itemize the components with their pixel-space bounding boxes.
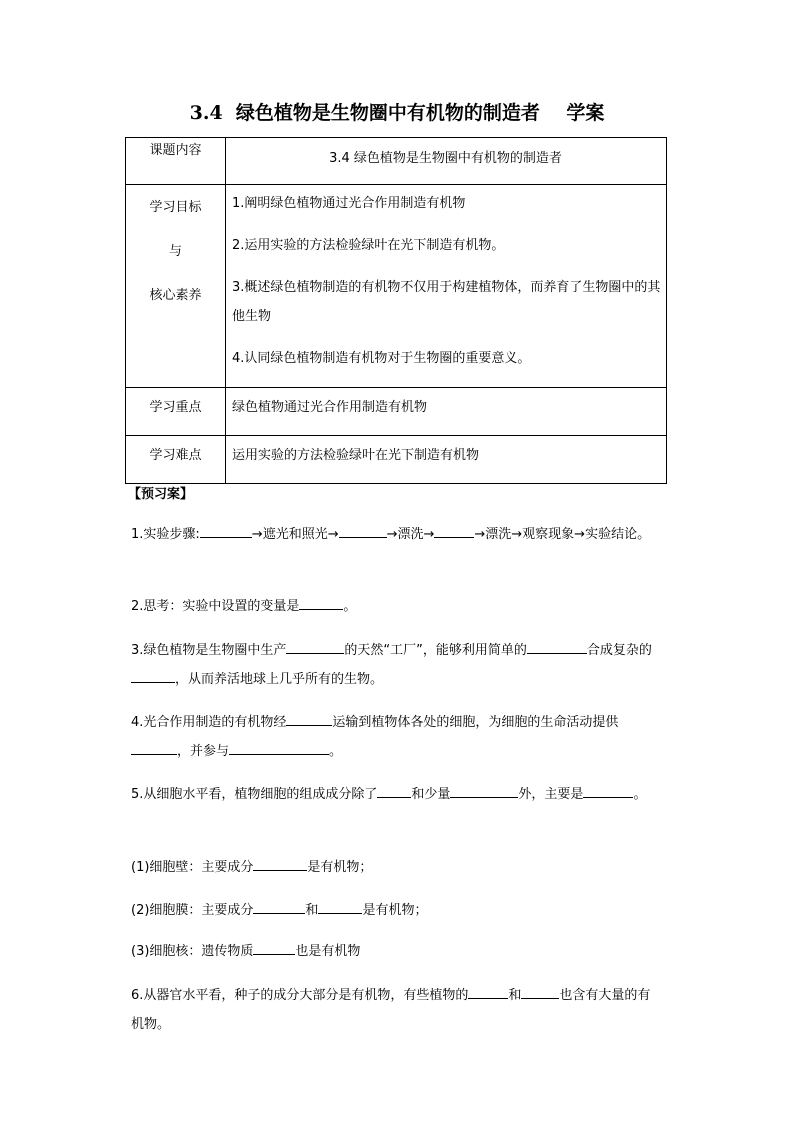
question-4 [131, 708, 663, 766]
q5-text-b: 和少量 [411, 787, 451, 802]
answer-blank[interactable] [299, 599, 343, 610]
answer-blank[interactable] [286, 715, 332, 726]
answer-blank[interactable] [583, 787, 633, 798]
question-5-3 [131, 937, 663, 966]
topic-value: 3.4 绿色植物是生物圈中有机物的制造者 [226, 138, 667, 185]
q6-text-a: 6.从器官水平看，种子的成分大部分是有机物，有些植物的 [131, 988, 469, 1003]
goal-item: 4.认同绿色植物制造有机物对于生物圈的重要意义。 [232, 351, 531, 366]
answer-blank[interactable] [253, 903, 305, 914]
goal-item: 3.概述绿色植物制造的有机物不仅用于构建植物体，而养育了生物圈中的其他生物 [232, 280, 661, 324]
answer-blank[interactable] [253, 944, 295, 955]
q1-text-c: →漂洗→ [386, 527, 435, 542]
q6-text-c: 也含有大量的有机物。 [131, 988, 651, 1032]
question-5 [131, 780, 663, 809]
question-5-1 [131, 853, 663, 882]
q5-2-text-c: 是有机物； [362, 903, 428, 918]
question-5-2 [131, 896, 663, 925]
lesson-info-table [125, 137, 667, 484]
key-point-value: 绿色植物通过光合作用制造有机物 [226, 388, 667, 436]
q5-text-a: 5.从细胞水平看，植物细胞的组成成分除了 [131, 787, 378, 802]
goals-label-1: 学习目标 [149, 200, 202, 215]
q4-text-a: 4.光合作用制造的有机物经 [131, 715, 287, 730]
q4-text-c: ，并参与 [177, 744, 230, 759]
q5-1-text-a: (1)细胞壁：主要成分 [131, 860, 254, 875]
question-2 [131, 592, 663, 621]
q3-text-b: 的天然“工厂”，能够利用简单的 [344, 643, 527, 658]
q5-3-text-b: 也是有机物 [295, 944, 361, 959]
q3-text-d: ，从而养活地球上几乎所有的生物。 [175, 672, 384, 687]
answer-blank[interactable] [450, 787, 518, 798]
q4-text-b: 运输到植物体各处的细胞，为细胞的生命活动提供 [332, 715, 619, 730]
topic-row [126, 138, 667, 185]
answer-blank[interactable] [339, 527, 387, 538]
answer-blank[interactable] [377, 787, 411, 798]
q1-text-b: →遮光和照光→ [251, 527, 339, 542]
q5-3-text-a: (3)细胞核：遗传物质 [131, 944, 254, 959]
goals-label-3: 核心素养 [149, 288, 202, 303]
q2-text-b: 。 [343, 599, 357, 614]
q5-1-text-b: 是有机物； [307, 860, 373, 875]
key-point-row [126, 388, 667, 436]
goals-label-2: 与 [168, 244, 182, 259]
answer-blank[interactable] [318, 903, 362, 914]
question-3 [131, 636, 663, 694]
topic-label: 课题内容 [126, 138, 226, 185]
q5-2-text-b: 和 [305, 903, 319, 918]
answer-blank[interactable] [229, 744, 329, 755]
answer-blank[interactable] [527, 643, 587, 654]
q3-text-c: 合成复杂的 [586, 643, 652, 658]
answer-blank[interactable] [286, 643, 344, 654]
q1-text-a: 1.实验步骤: [131, 527, 200, 542]
q3-text-a: 3.绿色植物是生物圈中生产 [131, 643, 287, 658]
q5-text-c: 外，主要是 [518, 787, 584, 802]
q5-2-text-a: (2)细胞膜：主要成分 [131, 903, 254, 918]
preview-heading: 【预习案】 [128, 487, 194, 502]
q2-text-a: 2.思考：实验中设置的变量是 [131, 599, 300, 614]
answer-blank[interactable] [521, 988, 559, 999]
difficulty-row [126, 436, 667, 484]
answer-blank[interactable] [131, 744, 177, 755]
goals-list [226, 185, 667, 388]
q6-text-b: 和 [508, 988, 522, 1003]
goals-label-cell [126, 185, 226, 388]
answer-blank[interactable] [253, 860, 307, 871]
answer-blank[interactable] [468, 988, 508, 999]
q4-text-d: 。 [329, 744, 343, 759]
difficulty-value: 运用实验的方法检验绿叶在光下制造有机物 [226, 436, 667, 484]
answer-blank[interactable] [434, 527, 474, 538]
answer-blank[interactable] [131, 672, 175, 683]
goals-row [126, 185, 667, 388]
page-title: 3.4 绿色植物是生物圈中有机物的制造者 学案 [189, 102, 605, 124]
key-point-label: 学习重点 [126, 388, 226, 436]
q1-text-d: →漂洗→观察现象→实验结论。 [474, 527, 651, 542]
goal-item: 2.运用实验的方法检验绿叶在光下制造有机物。 [232, 238, 505, 253]
q5-text-d: 。 [633, 787, 647, 802]
difficulty-label: 学习难点 [126, 436, 226, 484]
question-6 [131, 981, 663, 1039]
question-1 [131, 520, 663, 549]
answer-blank[interactable] [200, 527, 252, 538]
goal-item: 1.阐明绿色植物通过光合作用制造有机物 [232, 196, 466, 211]
